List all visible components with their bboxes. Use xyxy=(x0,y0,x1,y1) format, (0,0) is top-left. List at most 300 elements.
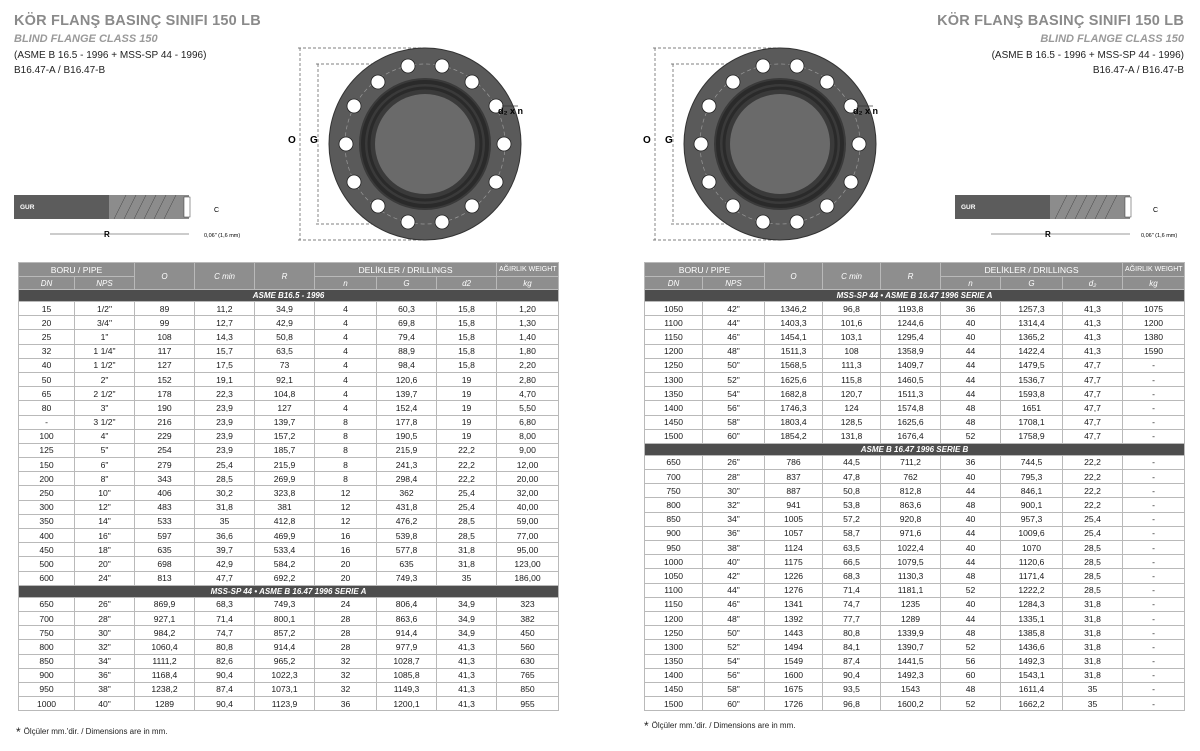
table-cell: 914,4 xyxy=(255,640,315,654)
table-cell: 1022,4 xyxy=(881,541,941,555)
table-cell: 863,6 xyxy=(881,498,941,512)
table-cell: - xyxy=(1123,387,1185,401)
table-row xyxy=(19,543,559,557)
table-row xyxy=(645,330,1185,344)
table-cell: 40 xyxy=(941,541,1001,555)
table-cell: 16" xyxy=(75,529,135,543)
table-cell: 32" xyxy=(703,498,765,512)
table-cell: 1,30 xyxy=(497,316,559,330)
col-header-d2: d₂ xyxy=(1063,277,1123,290)
table-cell: 1746,3 xyxy=(765,401,823,415)
table-cell: 450 xyxy=(497,626,559,640)
table-cell: 846,1 xyxy=(1001,484,1063,498)
table-cell: 36,6 xyxy=(195,529,255,543)
table-cell: 1574,8 xyxy=(881,401,941,415)
table-cell: 1625,6 xyxy=(881,415,941,429)
table-cell: 157,2 xyxy=(255,429,315,443)
table-cell: 4 xyxy=(315,302,377,316)
table-cell: 74,7 xyxy=(195,626,255,640)
table-cell: 1022,3 xyxy=(255,668,315,682)
dim-note: 0,06" (1,6 mm) xyxy=(1141,233,1178,239)
table-row xyxy=(19,458,559,472)
col-header-dn: DN xyxy=(645,277,703,290)
table-cell: - xyxy=(1123,611,1185,625)
table-cell: - xyxy=(1123,358,1185,372)
section-header-row xyxy=(19,290,559,302)
table-cell: 20 xyxy=(315,557,377,571)
table-row xyxy=(645,611,1185,625)
table-cell: 1726 xyxy=(765,697,823,711)
table-cell: 298,4 xyxy=(377,472,437,486)
table-cell: 41,3 xyxy=(437,682,497,696)
table-cell: 48" xyxy=(703,344,765,358)
table-cell: 1289 xyxy=(881,611,941,625)
table-row xyxy=(645,358,1185,372)
table-cell: 139,7 xyxy=(255,415,315,429)
table-cell: 4 xyxy=(315,372,377,386)
table-cell: 22,2 xyxy=(437,472,497,486)
table-cell: 1358,9 xyxy=(881,344,941,358)
table-cell: 28,5 xyxy=(437,529,497,543)
table-cell: 96,8 xyxy=(823,302,881,316)
table-cell: 1549 xyxy=(765,654,823,668)
table-cell: 58" xyxy=(703,415,765,429)
table-row xyxy=(645,512,1185,526)
table-cell: 41,3 xyxy=(437,640,497,654)
table-cell: 44" xyxy=(703,316,765,330)
section-header-row xyxy=(645,290,1185,302)
table-cell: 26" xyxy=(703,455,765,469)
table-cell: 900 xyxy=(19,668,75,682)
table-cell: - xyxy=(1123,668,1185,682)
table-cell: 1300 xyxy=(645,372,703,386)
table-cell: - xyxy=(1123,597,1185,611)
table-cell: 700 xyxy=(645,470,703,484)
table-cell: 28 xyxy=(315,626,377,640)
table-row xyxy=(645,429,1185,443)
table-cell: 74,7 xyxy=(823,597,881,611)
table-cell: 60" xyxy=(703,697,765,711)
table-row xyxy=(19,387,559,401)
table-cell: 22,2 xyxy=(437,458,497,472)
table-cell: 1422,4 xyxy=(1001,344,1063,358)
table-cell: 1385,8 xyxy=(1001,626,1063,640)
table-cell: 127 xyxy=(135,358,195,372)
table-cell: 1335,1 xyxy=(1001,611,1063,625)
dim-label-g: G xyxy=(310,135,318,146)
table-cell: 185,7 xyxy=(255,443,315,457)
table-cell: 1536,7 xyxy=(1001,372,1063,386)
table-cell: 19 xyxy=(437,387,497,401)
table-cell: 1511,3 xyxy=(765,344,823,358)
table-cell: 1479,5 xyxy=(1001,358,1063,372)
table-row xyxy=(645,415,1185,429)
table-cell: 23,9 xyxy=(195,443,255,457)
table-cell: 15,8 xyxy=(437,316,497,330)
table-cell: 750 xyxy=(645,484,703,498)
table-cell: 41,3 xyxy=(1063,316,1123,330)
table-cell: 63,5 xyxy=(823,541,881,555)
table-cell: 1543 xyxy=(881,682,941,696)
table-cell: 47,7 xyxy=(195,571,255,585)
table-cell: 1238,2 xyxy=(135,682,195,696)
table-cell: 1100 xyxy=(645,583,703,597)
table-cell: 941 xyxy=(765,498,823,512)
table-cell: 60 xyxy=(941,668,1001,682)
page-title: KÖR FLANŞ BASINÇ SINIFI 150 LB xyxy=(14,13,261,29)
table-cell: 1450 xyxy=(645,682,703,696)
table-cell: 914,4 xyxy=(377,626,437,640)
table-cell: 101,6 xyxy=(823,316,881,330)
col-header-drillings: DELİKLER / DRILLINGS xyxy=(315,263,497,277)
col-header-cmin: C min xyxy=(195,263,255,290)
table-cell: 16 xyxy=(315,529,377,543)
table-cell: 1409,7 xyxy=(881,358,941,372)
table-cell: 32 xyxy=(19,344,75,358)
table-cell: 971,6 xyxy=(881,526,941,540)
table-cell: 152,4 xyxy=(377,401,437,415)
table-cell: 14,3 xyxy=(195,330,255,344)
table-cell: 786 xyxy=(765,455,823,469)
table-row xyxy=(645,387,1185,401)
right-page xyxy=(600,0,1200,751)
table-cell: 8 xyxy=(315,458,377,472)
table-cell: 53,8 xyxy=(823,498,881,512)
table-cell: 23,9 xyxy=(195,415,255,429)
section-header-row xyxy=(645,443,1185,455)
table-cell: 800 xyxy=(19,640,75,654)
table-row xyxy=(645,455,1185,469)
table-row xyxy=(645,569,1185,583)
col-header-kg: kg xyxy=(1123,277,1185,290)
table-cell: - xyxy=(1123,626,1185,640)
table-cell: 8 xyxy=(315,429,377,443)
table-cell: 22,2 xyxy=(437,443,497,457)
table-row xyxy=(645,302,1185,316)
table-cell: 6" xyxy=(75,458,135,472)
table-cell: 5" xyxy=(75,443,135,457)
table-cell: 90,4 xyxy=(195,668,255,682)
table-cell: 900,1 xyxy=(1001,498,1063,512)
table-cell: 22,2 xyxy=(1063,455,1123,469)
table-cell: 99 xyxy=(135,316,195,330)
table-cell: 1454,1 xyxy=(765,330,823,344)
table-cell: 1492,3 xyxy=(881,668,941,682)
table-cell: 47,7 xyxy=(1063,415,1123,429)
table-cell: 68,3 xyxy=(823,569,881,583)
table-cell: 28 xyxy=(315,611,377,625)
table-cell: 58" xyxy=(703,682,765,696)
table-cell: 8 xyxy=(315,472,377,486)
table-cell: 1682,8 xyxy=(765,387,823,401)
dim-label-d2n: d₂ x n xyxy=(498,106,524,116)
table-cell: 400 xyxy=(19,529,75,543)
table-cell: 150 xyxy=(19,458,75,472)
col-header-n: n xyxy=(315,277,377,290)
table-cell: 1009,6 xyxy=(1001,526,1063,540)
table-cell: 47,7 xyxy=(1063,358,1123,372)
table-cell: 20 xyxy=(19,316,75,330)
table-cell: 600 xyxy=(19,571,75,585)
table-cell: 857,2 xyxy=(255,626,315,640)
table-cell: 813 xyxy=(135,571,195,585)
table-cell: - xyxy=(1123,498,1185,512)
table-cell: 4" xyxy=(75,429,135,443)
table-cell: 1441,5 xyxy=(881,654,941,668)
table-cell: 48 xyxy=(941,682,1001,696)
table-cell: 533,4 xyxy=(255,543,315,557)
table-cell: 38" xyxy=(75,682,135,696)
section-title: MSS-SP 44 • ASME B 16.47 1996 SERIE A xyxy=(19,585,559,597)
table-cell: 19 xyxy=(437,415,497,429)
table-cell: 1200,1 xyxy=(377,697,437,711)
table-cell: 11,2 xyxy=(195,302,255,316)
table-cell: 635 xyxy=(135,543,195,557)
table-cell: 3" xyxy=(75,401,135,415)
table-cell: 68,3 xyxy=(195,597,255,611)
standard-line-2: B16.47-A / B16.47-B xyxy=(1092,65,1184,76)
table-cell: 1123,9 xyxy=(255,697,315,711)
col-header-weight: AĞIRLIK WEIGHT xyxy=(497,263,559,277)
table-cell: 1400 xyxy=(645,668,703,682)
table-cell: 36" xyxy=(703,526,765,540)
table-cell: 31,8 xyxy=(1063,611,1123,625)
table-cell: 1 1/2" xyxy=(75,358,135,372)
table-row xyxy=(19,514,559,528)
table-cell: 39,7 xyxy=(195,543,255,557)
table-cell: 1675 xyxy=(765,682,823,696)
table-cell: - xyxy=(19,415,75,429)
table-cell: 178 xyxy=(135,387,195,401)
table-cell: 977,9 xyxy=(377,640,437,654)
table-cell: 65 xyxy=(19,387,75,401)
table-cell: 1460,5 xyxy=(881,372,941,386)
table-cell: 84,1 xyxy=(823,640,881,654)
table-cell: 40 xyxy=(19,358,75,372)
table-cell: 1,20 xyxy=(497,302,559,316)
table-cell: 44 xyxy=(941,358,1001,372)
table-cell: 25 xyxy=(19,330,75,344)
table-cell: 127 xyxy=(255,401,315,415)
table-cell: 597 xyxy=(135,529,195,543)
dim-label-c: C xyxy=(1153,207,1159,214)
table-cell: 806,4 xyxy=(377,597,437,611)
table-cell: 30" xyxy=(703,484,765,498)
table-cell: 8 xyxy=(315,443,377,457)
table-cell: 323,8 xyxy=(255,486,315,500)
table-cell: 800,1 xyxy=(255,611,315,625)
table-cell: 1662,2 xyxy=(1001,697,1063,711)
table-cell: 40 xyxy=(941,512,1001,526)
table-cell: 955 xyxy=(497,697,559,711)
table-cell: 1171,4 xyxy=(1001,569,1063,583)
table-cell: 115,8 xyxy=(823,372,881,386)
table-cell: 34,9 xyxy=(255,302,315,316)
table-cell: 1300 xyxy=(645,640,703,654)
table-cell: 28" xyxy=(75,611,135,625)
table-cell: 1200 xyxy=(1123,316,1185,330)
table-cell: 120,6 xyxy=(377,372,437,386)
dim-label-o: O xyxy=(288,135,296,146)
table-cell: 120,7 xyxy=(823,387,881,401)
table-cell: 31,8 xyxy=(437,557,497,571)
table-row xyxy=(645,697,1185,711)
table-cell: 1314,4 xyxy=(1001,316,1063,330)
table-cell: 32 xyxy=(315,668,377,682)
table-cell: 1403,3 xyxy=(765,316,823,330)
table-cell: 215,9 xyxy=(255,458,315,472)
table-cell: 54" xyxy=(703,387,765,401)
section-header-row xyxy=(19,585,559,597)
table-cell: 533 xyxy=(135,514,195,528)
footnote-text: Ölçüler mm.'dir. / Dimensions are in mm. xyxy=(651,721,796,730)
table-cell: 50" xyxy=(703,358,765,372)
table-cell: 28,5 xyxy=(1063,583,1123,597)
table-cell: 1289 xyxy=(135,697,195,711)
table-cell: 4 xyxy=(315,316,377,330)
col-header-r: R xyxy=(881,263,941,290)
table-cell: 3/4" xyxy=(75,316,135,330)
table-cell: 69,8 xyxy=(377,316,437,330)
table-cell: 19 xyxy=(437,429,497,443)
table-row xyxy=(19,640,559,654)
table-cell: 381 xyxy=(255,500,315,514)
table-cell: 35 xyxy=(195,514,255,528)
table-row xyxy=(645,316,1185,330)
table-cell: 863,6 xyxy=(377,611,437,625)
spec-table-right xyxy=(644,262,1185,711)
table-cell: 89 xyxy=(135,302,195,316)
table-cell: 44,5 xyxy=(823,455,881,469)
table-cell: 26" xyxy=(75,597,135,611)
table-row xyxy=(19,443,559,457)
table-cell: 20" xyxy=(75,557,135,571)
table-cell: 30" xyxy=(75,626,135,640)
table-cell: 44 xyxy=(941,387,1001,401)
table-cell: 28 xyxy=(315,640,377,654)
table-cell: 103,1 xyxy=(823,330,881,344)
table-cell: 1284,3 xyxy=(1001,597,1063,611)
table-cell: 40,00 xyxy=(497,500,559,514)
table-cell: 1070 xyxy=(1001,541,1063,555)
table-cell: 1568,5 xyxy=(765,358,823,372)
table-row xyxy=(645,654,1185,668)
table-cell: 15,8 xyxy=(437,302,497,316)
table-cell: 47,8 xyxy=(823,470,881,484)
table-cell: 95,00 xyxy=(497,543,559,557)
table-cell: 1120,6 xyxy=(1001,555,1063,569)
table-cell: 1436,6 xyxy=(1001,640,1063,654)
table-cell: 77,7 xyxy=(823,611,881,625)
table-row xyxy=(645,640,1185,654)
page-title: KÖR FLANŞ BASINÇ SINIFI 150 LB xyxy=(937,13,1184,29)
table-cell: 1758,9 xyxy=(1001,429,1063,443)
dim-note: 0,06" (1,6 mm) xyxy=(204,233,241,239)
table-cell: 382 xyxy=(497,611,559,625)
table-cell: 34,9 xyxy=(437,626,497,640)
table-cell: 34" xyxy=(703,512,765,526)
table-row xyxy=(645,541,1185,555)
table-cell: 1100 xyxy=(645,316,703,330)
table-cell: 8,00 xyxy=(497,429,559,443)
dim-label-c: C xyxy=(214,207,220,214)
table-cell: 32,00 xyxy=(497,486,559,500)
table-row xyxy=(645,372,1185,386)
table-cell: 40 xyxy=(941,330,1001,344)
dim-label-r: R xyxy=(1045,230,1051,239)
footnote: * Ölçüler mm.'dir. / Dimensions are in mm. xyxy=(644,719,796,733)
table-cell: 40 xyxy=(941,597,1001,611)
table-cell: 1057 xyxy=(765,526,823,540)
table-cell: 40" xyxy=(703,555,765,569)
table-cell: 12" xyxy=(75,500,135,514)
table-cell: 765 xyxy=(497,668,559,682)
table-cell: 12 xyxy=(315,500,377,514)
table-cell: 59,00 xyxy=(497,514,559,528)
table-cell: 698 xyxy=(135,557,195,571)
table-cell: 10" xyxy=(75,486,135,500)
table-row xyxy=(19,626,559,640)
table-cell: 47,7 xyxy=(1063,387,1123,401)
table-cell: 56" xyxy=(703,668,765,682)
table-cell: 79,4 xyxy=(377,330,437,344)
table-cell: 71,4 xyxy=(195,611,255,625)
table-cell: 216 xyxy=(135,415,195,429)
table-cell: 19 xyxy=(437,401,497,415)
table-cell: 139,7 xyxy=(377,387,437,401)
table-cell: 54" xyxy=(703,654,765,668)
table-row xyxy=(19,486,559,500)
table-cell: 44 xyxy=(941,484,1001,498)
table-cell: 41,3 xyxy=(1063,302,1123,316)
table-cell: 46" xyxy=(703,597,765,611)
table-cell: 48 xyxy=(941,626,1001,640)
table-cell: - xyxy=(1123,555,1185,569)
table-cell: 837 xyxy=(765,470,823,484)
table-cell: 35 xyxy=(1063,697,1123,711)
table-cell: 4 xyxy=(315,387,377,401)
table-cell: 711,2 xyxy=(881,455,941,469)
table-row xyxy=(19,571,559,585)
table-cell: 44 xyxy=(941,344,1001,358)
table-row xyxy=(645,401,1185,415)
table-cell: 100 xyxy=(19,429,75,443)
table-cell: 73 xyxy=(255,358,315,372)
table-cell: 1168,4 xyxy=(135,668,195,682)
table-cell: 48 xyxy=(941,415,1001,429)
table-cell: 1676,4 xyxy=(881,429,941,443)
table-cell: 90,4 xyxy=(823,668,881,682)
table-cell: 20 xyxy=(315,571,377,585)
table-cell: 52 xyxy=(941,429,1001,443)
table-cell: 1/2" xyxy=(75,302,135,316)
table-cell: 229 xyxy=(135,429,195,443)
table-cell: 1500 xyxy=(645,697,703,711)
table-cell: 343 xyxy=(135,472,195,486)
table-cell: 25,4 xyxy=(437,500,497,514)
table-cell: 56 xyxy=(941,654,1001,668)
table-cell: 32 xyxy=(315,654,377,668)
table-cell: 1028,7 xyxy=(377,654,437,668)
table-cell: 92,1 xyxy=(255,372,315,386)
table-cell: 31,8 xyxy=(1063,640,1123,654)
table-cell: 1000 xyxy=(19,697,75,711)
table-cell: 984,2 xyxy=(135,626,195,640)
table-cell: 750 xyxy=(19,626,75,640)
table-cell: 1124 xyxy=(765,541,823,555)
table-cell: 1494 xyxy=(765,640,823,654)
table-row xyxy=(645,583,1185,597)
